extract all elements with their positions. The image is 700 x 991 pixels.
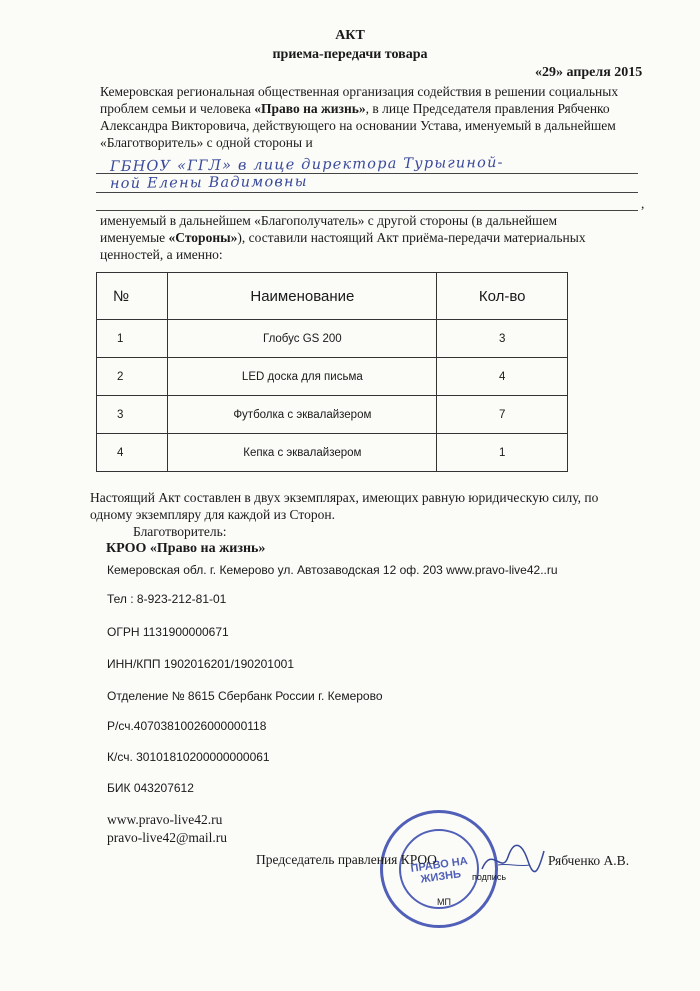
row-num: 1 <box>97 320 168 358</box>
table-row <box>97 358 568 396</box>
col-header-qty: Кол-во <box>437 273 568 320</box>
intro-line <box>100 230 586 247</box>
row-name: LED доска для письма <box>168 358 437 396</box>
col-header-num: № <box>97 273 168 320</box>
row-qty: 1 <box>437 434 568 472</box>
signature-name: Рябченко А.В. <box>548 853 630 868</box>
req-bik: БИК 043207612 <box>107 781 194 795</box>
benefactor-org: КРОО «Право на жизнь» <box>106 541 266 556</box>
row-qty: 4 <box>437 358 568 396</box>
intro-line <box>100 101 610 118</box>
col-header-name: Наименование <box>168 273 437 320</box>
handwritten-line: ной Елены Вадимовны <box>109 173 308 193</box>
document-date: «29» апреля 2015 <box>535 65 643 80</box>
document-title: АКТ <box>335 28 365 43</box>
row-name: Футболка с эквалайзером <box>168 396 437 434</box>
intro-line: Кемеровская региональная общественная организация содействия в решении социальных <box>100 84 619 99</box>
signature-caption: подпись <box>472 872 507 882</box>
req-address: Кемеровская обл. г. Кемерово ул. Автозаводская 12 оф. 203 www.pravo-live42..ru <box>107 563 558 577</box>
intro-text: , в лице Председателя правления Рябченко <box>365 101 610 116</box>
req-bank: Отделение № 8615 Сбербанк России г. Кемерово <box>107 689 383 703</box>
row-num: 3 <box>97 396 168 434</box>
table-row <box>97 396 568 434</box>
fill-line <box>96 210 638 211</box>
req-phone: Тел : 8-923-212-81-01 <box>107 592 227 606</box>
intro-line: ценностей, а именно: <box>100 247 223 262</box>
req-ks: К/сч. 30101810200000000061 <box>107 750 270 764</box>
handwritten-line: ГБНОУ «ГГЛ» в лице директора Турыгиной- <box>109 154 504 176</box>
intro-text: ), составили настоящий Акт приёма-передачи материальных <box>237 230 586 245</box>
table-row <box>97 320 568 358</box>
row-num: 4 <box>97 434 168 472</box>
intro-text: проблем семьи и человека <box>100 101 255 116</box>
row-qty: 7 <box>437 396 568 434</box>
row-name: Кепка с эквалайзером <box>168 434 437 472</box>
parties-bold: «Стороны» <box>168 230 238 245</box>
table-header-row <box>97 273 568 320</box>
req-rs: Р/сч.40703810026000000118 <box>107 719 267 733</box>
stamp-text: ПРАВО НА ЖИЗНЬ <box>409 855 469 886</box>
row-qty: 3 <box>437 320 568 358</box>
document-subtitle: приема-передачи товара <box>272 47 428 62</box>
closing-line: одному экземпляру для каждой из Сторон. <box>90 507 335 522</box>
org-name-bold: «Право на жизнь» <box>254 101 366 116</box>
comma-mark: , <box>641 196 645 211</box>
table-row <box>97 434 568 472</box>
intro-text: именуемые <box>100 230 169 245</box>
seal-mark-label: МП <box>437 897 451 907</box>
req-site: www.pravo-live42.ru <box>107 812 223 827</box>
intro-line: «Благотворитель» с одной стороны и <box>100 135 313 150</box>
fill-line <box>96 192 638 193</box>
closing-line: Настоящий Акт составлен в двух экземплярах, имеющих равную юридическую силу, по <box>90 490 599 505</box>
row-name: Глобус GS 200 <box>168 320 437 358</box>
req-inn: ИНН/КПП 1902016201/190201001 <box>107 657 295 671</box>
req-ogrn: ОГРН 1131900000671 <box>107 625 229 639</box>
benefactor-label: Благотворитель: <box>133 524 227 539</box>
items-table <box>96 272 568 472</box>
intro-line: Александра Викторовича, действующего на основании Устава, именуемый в дальнейшем <box>100 118 616 133</box>
signature-chair-label: Председатель правления КРОО <box>256 852 437 867</box>
req-email: pravo-live42@mail.ru <box>107 830 228 845</box>
row-num: 2 <box>97 358 168 396</box>
intro-line: именуемый в дальнейшем «Благополучатель» с другой стороны (в дальнейшем <box>100 213 557 228</box>
